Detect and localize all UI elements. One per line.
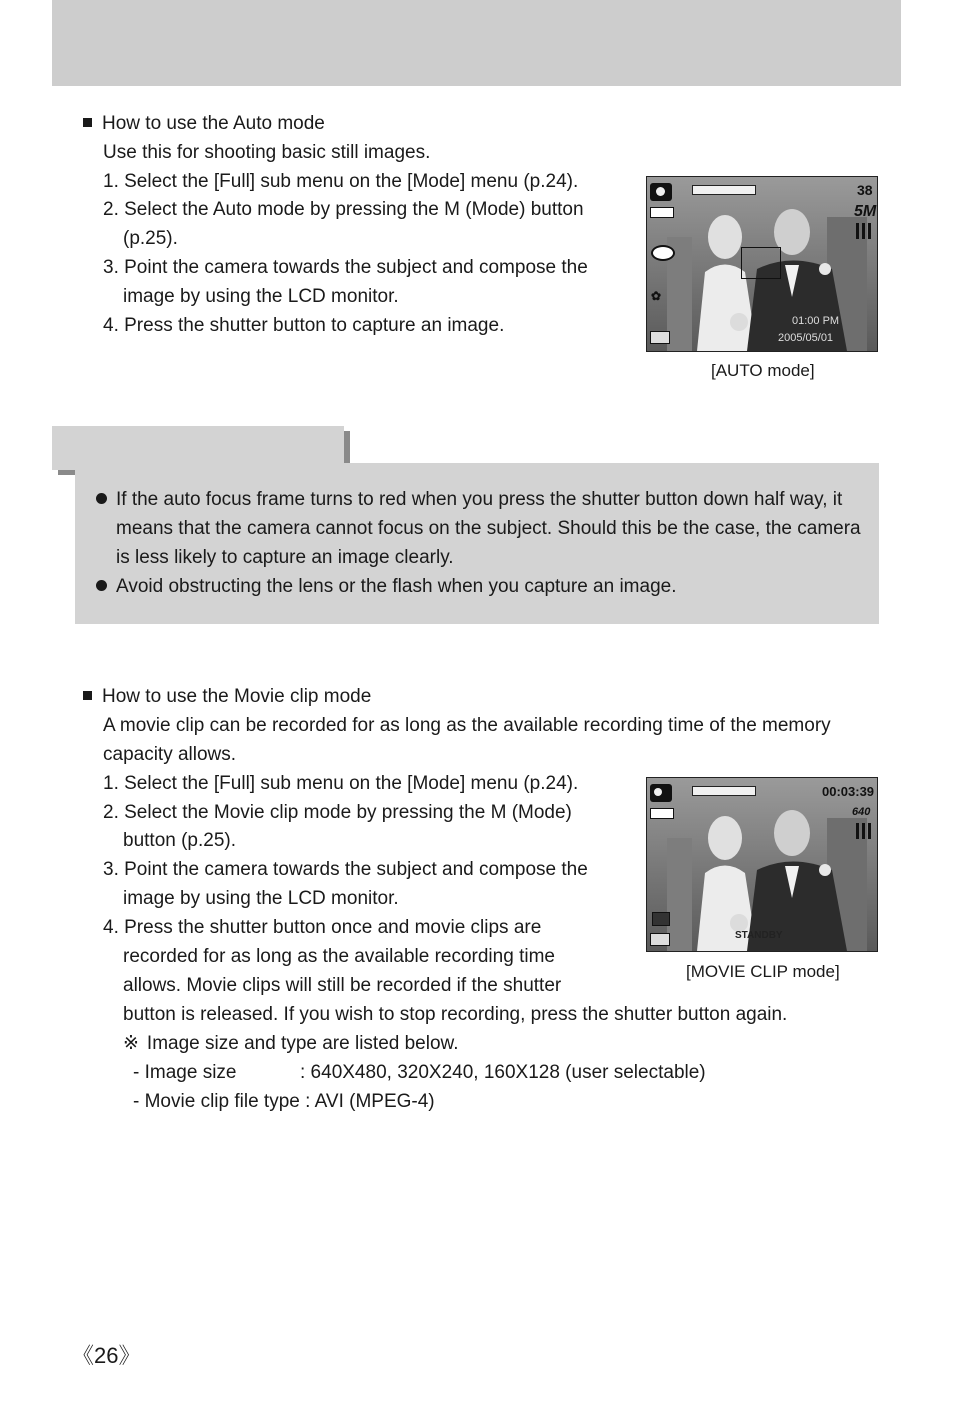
- note-item-continued: means that the camera cannot focus on the subject. Should this be the case, the camera: [116, 518, 861, 539]
- camera-icon: [650, 183, 672, 201]
- auto-mode-lcd-image: [646, 176, 878, 352]
- movie-step: recorded for as long as the available recording time: [123, 946, 555, 967]
- battery-icon: [650, 207, 674, 218]
- card-icon: [650, 331, 670, 344]
- square-bullet-icon: [83, 691, 92, 700]
- spec-value: : 640X480, 320X240, 160X128 (user selectable): [300, 1062, 706, 1083]
- header-bar: [52, 0, 901, 86]
- spec-label: - Image size: [133, 1062, 237, 1083]
- square-bullet-icon: [83, 118, 92, 127]
- movie-mode-lcd-image: [646, 777, 878, 952]
- movie-step: button is released. If you wish to stop recording, press the shutter button again.: [123, 1004, 788, 1025]
- spec-label: - Movie clip file type: [133, 1091, 300, 1112]
- battery-icon: [650, 808, 674, 819]
- movie-heading: How to use the Movie clip mode: [83, 685, 371, 709]
- movie-step: 4. Press the shutter button once and movie clips are: [103, 917, 542, 938]
- quality-icon: [856, 823, 874, 839]
- zoom-bar: [692, 185, 756, 195]
- standby-status: STANDBY: [735, 930, 783, 941]
- bullet-icon: [96, 493, 107, 504]
- lcd-time: 01:00 PM: [792, 315, 840, 327]
- auto-heading: How to use the Auto mode: [83, 112, 325, 136]
- auto-step: 1. Select the [Full] sub menu on the [Mode] menu (p.24).: [103, 171, 579, 192]
- af-frame: [741, 247, 781, 279]
- auto-intro: Use this for shooting basic still images.: [103, 142, 431, 163]
- auto-step: (p.25).: [123, 228, 178, 249]
- auto-step: 2. Select the Auto mode by pressing the M (Mode) button: [103, 199, 584, 220]
- bullet-icon: [96, 580, 107, 591]
- note-item-continued: is less likely to capture an image clearly.: [116, 547, 454, 568]
- movie-camera-icon: [650, 784, 672, 802]
- auto-step: 4. Press the shutter button to capture an image.: [103, 315, 505, 336]
- auto-step: image by using the LCD monitor.: [123, 286, 399, 307]
- movie-intro: A movie clip can be recorded for as long as the available recording time of the memory: [103, 715, 831, 736]
- image-size-indicator: 5M: [854, 203, 877, 220]
- af-macro-icon: ✿: [651, 289, 662, 303]
- movie-step: 2. Select the Movie clip mode by pressing the M (Mode): [103, 802, 572, 823]
- auto-step: 3. Point the camera towards the subject and compose the: [103, 257, 588, 278]
- note-item: If the auto focus frame turns to red when you press the shutter button down half way, it: [96, 488, 842, 512]
- movie-step: 1. Select the [Full] sub menu on the [Mode] menu (p.24).: [103, 773, 579, 794]
- movie-caption: [MOVIE CLIP mode]: [686, 962, 840, 981]
- movie-step: allows. Movie clips will still be recorded if the shutter: [123, 975, 562, 996]
- recording-time: 00:03:39: [822, 784, 875, 799]
- card-icon: [650, 933, 670, 946]
- movie-step: image by using the LCD monitor.: [123, 888, 399, 909]
- movie-step: button (p.25).: [123, 830, 237, 851]
- red-eye-icon: [651, 245, 675, 261]
- auto-caption: [AUTO mode]: [711, 361, 815, 380]
- reference-mark: ※: [123, 1033, 139, 1054]
- stabilizer-icon: [652, 912, 670, 926]
- zoom-bar: [692, 786, 756, 796]
- shot-count: 38: [857, 182, 873, 198]
- movie-note: ※ Image size and type are listed below.: [123, 1033, 459, 1054]
- movie-intro: capacity allows.: [103, 744, 237, 765]
- note-item: Avoid obstructing the lens or the flash when you capture an image.: [96, 575, 677, 599]
- quality-icon: [856, 223, 874, 239]
- movie-step: 3. Point the camera towards the subject and compose the: [103, 859, 588, 880]
- movie-size-indicator: 640: [852, 806, 871, 818]
- spec-value: : AVI (MPEG-4): [305, 1091, 435, 1112]
- lcd-date: 2005/05/01: [778, 332, 834, 344]
- spec-row: [133, 1090, 435, 1114]
- page-number: 《26》: [72, 1343, 141, 1368]
